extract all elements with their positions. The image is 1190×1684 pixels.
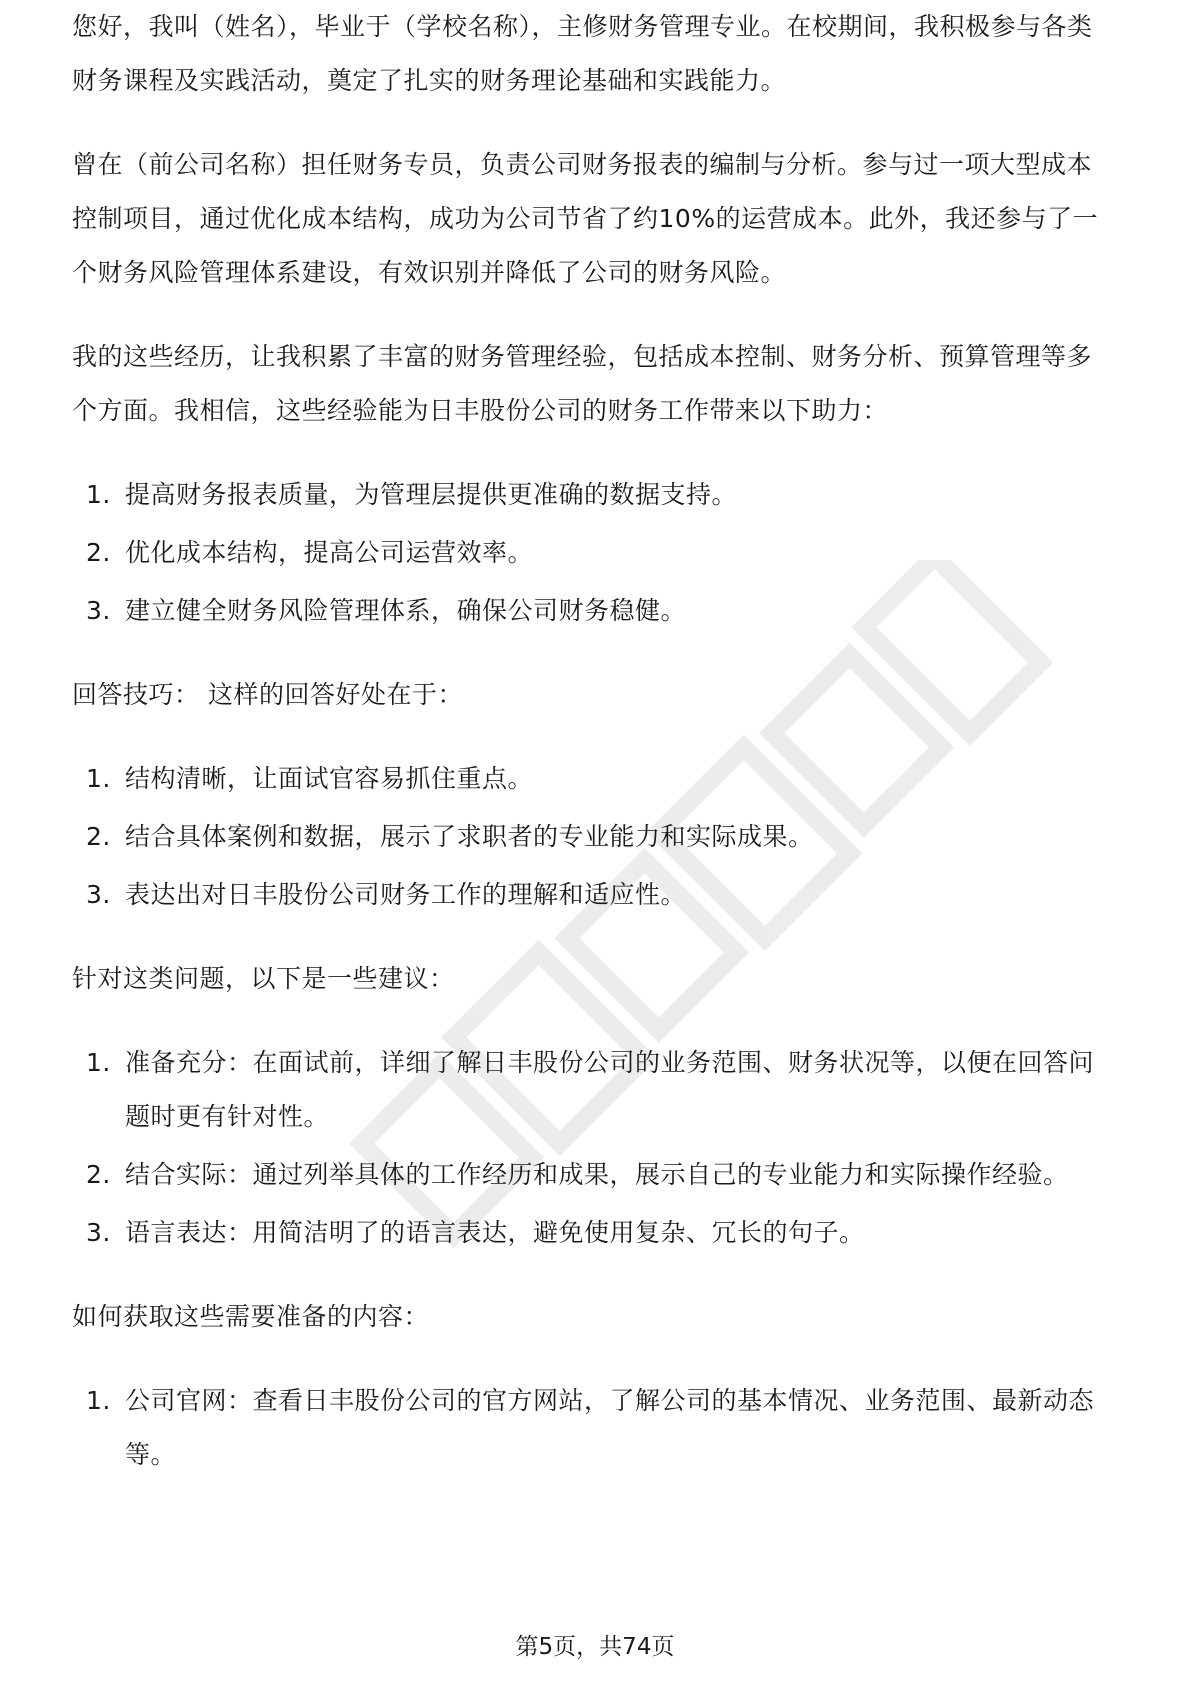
list-number: 1. <box>86 1048 111 1077</box>
list-text: 准备充分：在面试前，详细了解日丰股份公司的业务范围、财务状况等，以便在回答问题时更有针对性。 <box>125 1048 1095 1131</box>
help-list <box>72 468 1112 638</box>
list-item <box>72 1148 1112 1202</box>
list-item <box>72 1036 1112 1144</box>
experience-paragraph: 曾在（前公司名称）担任财务专员，负责公司财务报表的编制与分析。参与过一项大型成本控制项目，通过优化成本结构，成功为公司节省了约10%的运营成本。此外，我还参与了一个财务风险管理体系建设，有效识别并降低了公司的财务风险。 <box>72 150 1099 287</box>
list-item <box>72 584 1112 638</box>
list-text: 提高财务报表质量，为管理层提供更准确的数据支持。 <box>125 480 738 509</box>
list-number: 3. <box>86 1218 111 1247</box>
list-item <box>72 868 1112 922</box>
advice-heading: 针对这类问题，以下是一些建议： <box>72 964 455 993</box>
list-text: 公司官网：查看日丰股份公司的官方网站，了解公司的基本情况、业务范围、最新动态等。 <box>125 1386 1095 1469</box>
list-number: 1. <box>86 764 111 793</box>
list-item <box>72 1206 1112 1260</box>
list-number: 1. <box>86 1386 111 1415</box>
document-content <box>72 12 1112 1512</box>
list-item <box>72 1374 1112 1482</box>
list-number: 3. <box>86 596 111 625</box>
value-paragraph: 我的这些经历，让我积累了丰富的财务管理经验，包括成本控制、财务分析、预算管理等多个方面。我相信，这些经验能为日丰股份公司的财务工作带来以下助力： <box>72 342 1093 425</box>
page-footer: 第5页，共74页 <box>515 1634 675 1660</box>
list-number: 3. <box>86 880 111 909</box>
list-number: 2. <box>86 538 111 567</box>
tips-heading: 回答技巧： 这样的回答好处在于： <box>72 680 463 709</box>
list-text: 结合实际：通过列举具体的工作经历和成果，展示自己的专业能力和实际操作经验。 <box>125 1160 1069 1189</box>
list-item <box>72 468 1112 522</box>
advice-list <box>72 1036 1112 1260</box>
list-text: 建立健全财务风险管理体系，确保公司财务稳健。 <box>125 596 687 625</box>
list-number: 2. <box>86 822 111 851</box>
list-text: 结合具体案例和数据，展示了求职者的专业能力和实际成果。 <box>125 822 814 851</box>
list-item <box>72 810 1112 864</box>
list-text: 语言表达：用简洁明了的语言表达，避免使用复杂、冗长的句子。 <box>125 1218 865 1247</box>
prep-list <box>72 1374 1112 1482</box>
list-text: 表达出对日丰股份公司财务工作的理解和适应性。 <box>125 880 687 909</box>
list-text: 优化成本结构，提高公司运营效率。 <box>125 538 534 567</box>
list-text: 结构清晰，让面试官容易抓住重点。 <box>125 764 534 793</box>
list-number: 2. <box>86 1160 111 1189</box>
list-item <box>72 526 1112 580</box>
prep-heading: 如何获取这些需要准备的内容： <box>72 1302 430 1331</box>
list-number: 1. <box>86 480 111 509</box>
list-item <box>72 752 1112 806</box>
tips-list <box>72 752 1112 922</box>
intro-paragraph: 您好，我叫（姓名），毕业于（学校名称），主修财务管理专业。在校期间，我积极参与各类财务课程及实践活动，奠定了扎实的财务理论基础和实践能力。 <box>72 12 1093 95</box>
